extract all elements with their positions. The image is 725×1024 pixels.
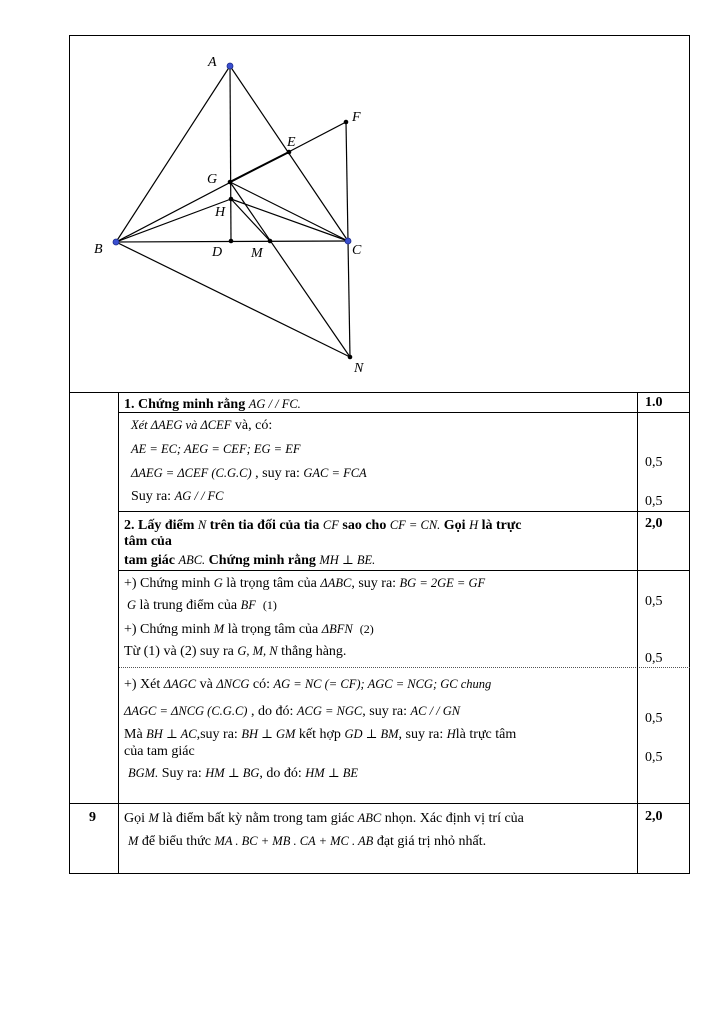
segment-AD (230, 66, 231, 241)
text: thẳng hàng. (281, 644, 347, 659)
label-A: A (208, 55, 217, 70)
text: và, có: (234, 418, 273, 433)
segment-GC (230, 182, 348, 241)
math: H (446, 727, 456, 741)
text: +) Chứng minh (124, 576, 211, 591)
q9-line1 (124, 809, 524, 828)
text: trên tia đối của tia (209, 518, 320, 533)
ref: (1) (262, 598, 277, 612)
part2-step2 (127, 596, 277, 615)
text: Từ (1) và (2) suy ra (124, 644, 234, 659)
text: Suy ra: (131, 489, 172, 504)
math: ΔAEG = ΔCEF (C.G.C) (131, 466, 252, 480)
part2-score-d: 0,5 (645, 750, 663, 765)
part1-title: 1. Chứng minh rằng (124, 397, 246, 412)
q9-score: 2,0 (645, 809, 663, 824)
math: M (213, 622, 225, 636)
part2-heading-line1 (124, 516, 522, 535)
point-D (229, 239, 234, 244)
math: BH ⊥ AC (146, 727, 197, 741)
label-C: C (352, 243, 362, 258)
part2-step8: của tam giác (124, 744, 195, 759)
segment-GN (230, 182, 350, 357)
label-G: G (207, 172, 218, 187)
math: CF = CN. (389, 518, 441, 532)
math: N (197, 518, 207, 532)
text: +) Chứng minh (124, 622, 211, 637)
math: HM ⊥ BE (305, 766, 358, 780)
text: là trọng tâm của (227, 622, 319, 637)
math: AE = EC; AEG = CEF; EG = EF (131, 442, 301, 456)
text: , do đó: (259, 766, 302, 781)
math: MH ⊥ BE. (319, 553, 376, 567)
math: G, M, N (237, 644, 278, 658)
text: nhọn. Xác định vị trí của (384, 811, 524, 826)
math: Xét ΔAEG và ΔCEF (131, 418, 232, 432)
label-B: B (94, 242, 103, 257)
part2-step9 (128, 764, 358, 783)
part2-step3 (124, 620, 374, 639)
part1-line4 (131, 487, 224, 506)
q9-line2 (128, 832, 486, 851)
math: M (128, 834, 139, 848)
math: MA . BC + MB . CA + MC . AB (214, 834, 374, 848)
math: GAC = FCA (303, 466, 367, 480)
text: để biểu thức (141, 834, 211, 849)
part2-score-b: 0,5 (645, 651, 663, 666)
part2-step5 (124, 675, 491, 694)
part2-score-a: 0,5 (645, 594, 663, 609)
text: , suy ra: (351, 576, 397, 591)
part1-score-b: 0,5 (645, 494, 663, 509)
text: và (199, 677, 213, 692)
segment-CN (348, 241, 350, 357)
math: BG = 2GE = GF (399, 576, 486, 590)
text: , suy ra: (255, 466, 300, 481)
math: ABC. (178, 553, 206, 567)
math: M (148, 811, 159, 825)
math: ΔAGC (163, 677, 197, 691)
math: CF (322, 518, 339, 532)
math: G (213, 576, 223, 590)
col-divider (118, 392, 119, 874)
row-divider (69, 803, 690, 804)
part1-line1 (131, 416, 272, 435)
text: sao cho (342, 518, 387, 533)
text: là trung điểm của (139, 598, 238, 613)
point-F (344, 120, 349, 125)
text: Chứng minh rằng (208, 553, 316, 568)
math: ΔBFN (321, 622, 353, 636)
segment-AB (116, 66, 230, 242)
text: là điểm bất kỳ nằm trong tam giác (162, 811, 355, 826)
segment-HC (231, 199, 348, 241)
part2-step7 (124, 725, 516, 744)
row-divider (118, 511, 690, 512)
point-A (227, 63, 233, 69)
question-number: 9 (89, 810, 96, 825)
part1-line3 (131, 464, 367, 483)
segment-HM (231, 199, 270, 241)
part2-score-c: 0,5 (645, 711, 663, 726)
row-divider (118, 570, 690, 571)
text: ,suy ra: (196, 727, 238, 742)
part1-score-a: 0,5 (645, 455, 663, 470)
text: 2. Lấy điểm (124, 518, 195, 533)
text: tam giác (124, 553, 175, 568)
part2-heading-line3 (124, 551, 375, 570)
text: là trọng tâm của (226, 576, 317, 591)
part2-step6 (124, 702, 460, 721)
text: , do đó: (250, 704, 294, 719)
math: BGM. (128, 766, 159, 780)
point-H (229, 197, 234, 202)
text: kết hợp (298, 727, 341, 742)
text: Suy ra: (161, 766, 202, 781)
part2-score: 2,0 (645, 516, 663, 531)
math: GD ⊥ BM (344, 727, 399, 741)
segment-BN (116, 242, 350, 357)
math: ΔABC (320, 576, 352, 590)
math: ABC (357, 811, 382, 825)
math: AG = NC (= CF); AGC = NCG; GC chung (273, 677, 492, 691)
part2-heading-line2: tâm của (124, 534, 172, 549)
math: H (469, 518, 479, 532)
math: G (127, 598, 137, 612)
text: +) Xét (124, 677, 161, 692)
table-border-bottom (69, 873, 690, 874)
math: BF (240, 598, 256, 612)
math: ΔAGC = ΔNCG (C.G.C) (124, 704, 248, 718)
math: ΔNCG (216, 677, 250, 691)
text: Gọi (443, 518, 466, 533)
part1-line2 (131, 440, 301, 459)
math: AG / / FC (174, 489, 224, 503)
text: có: (252, 677, 270, 692)
label-D: D (212, 245, 223, 260)
text: Mà (124, 727, 143, 742)
ref: (2) (359, 622, 374, 636)
segment-BH (116, 199, 231, 242)
part1-score: 1.0 (645, 395, 663, 410)
point-E (287, 150, 292, 155)
text: , suy ra: (362, 704, 407, 719)
text: là trực tâm (455, 727, 517, 742)
text: là trực (481, 518, 522, 533)
label-N: N (354, 361, 364, 376)
math: BH ⊥ GM (241, 727, 296, 741)
label-M: M (251, 246, 263, 261)
segment-FC (346, 122, 348, 241)
part1-title-math: AG / / FC. (248, 397, 301, 411)
col-divider (637, 392, 638, 874)
math: ACG = NGC (296, 704, 363, 718)
text: Gọi (124, 811, 145, 826)
point-M (268, 239, 273, 244)
point-C (345, 238, 351, 244)
row-divider-dotted (118, 667, 690, 668)
segment-GE (230, 152, 289, 182)
part2-step4 (124, 642, 346, 661)
math: HM ⊥ BG (205, 766, 260, 780)
math: AC / / GN (410, 704, 461, 718)
part1-heading (124, 395, 301, 414)
label-F: F (352, 110, 361, 125)
part2-step1 (124, 574, 485, 593)
point-G (228, 180, 233, 185)
label-E: E (287, 135, 296, 150)
text: đạt giá trị nhỏ nhất. (376, 834, 487, 849)
point-B (113, 239, 119, 245)
geometry-figure (0, 0, 725, 400)
point-N (348, 355, 353, 360)
text: , suy ra: (398, 727, 444, 742)
label-H: H (215, 205, 226, 220)
